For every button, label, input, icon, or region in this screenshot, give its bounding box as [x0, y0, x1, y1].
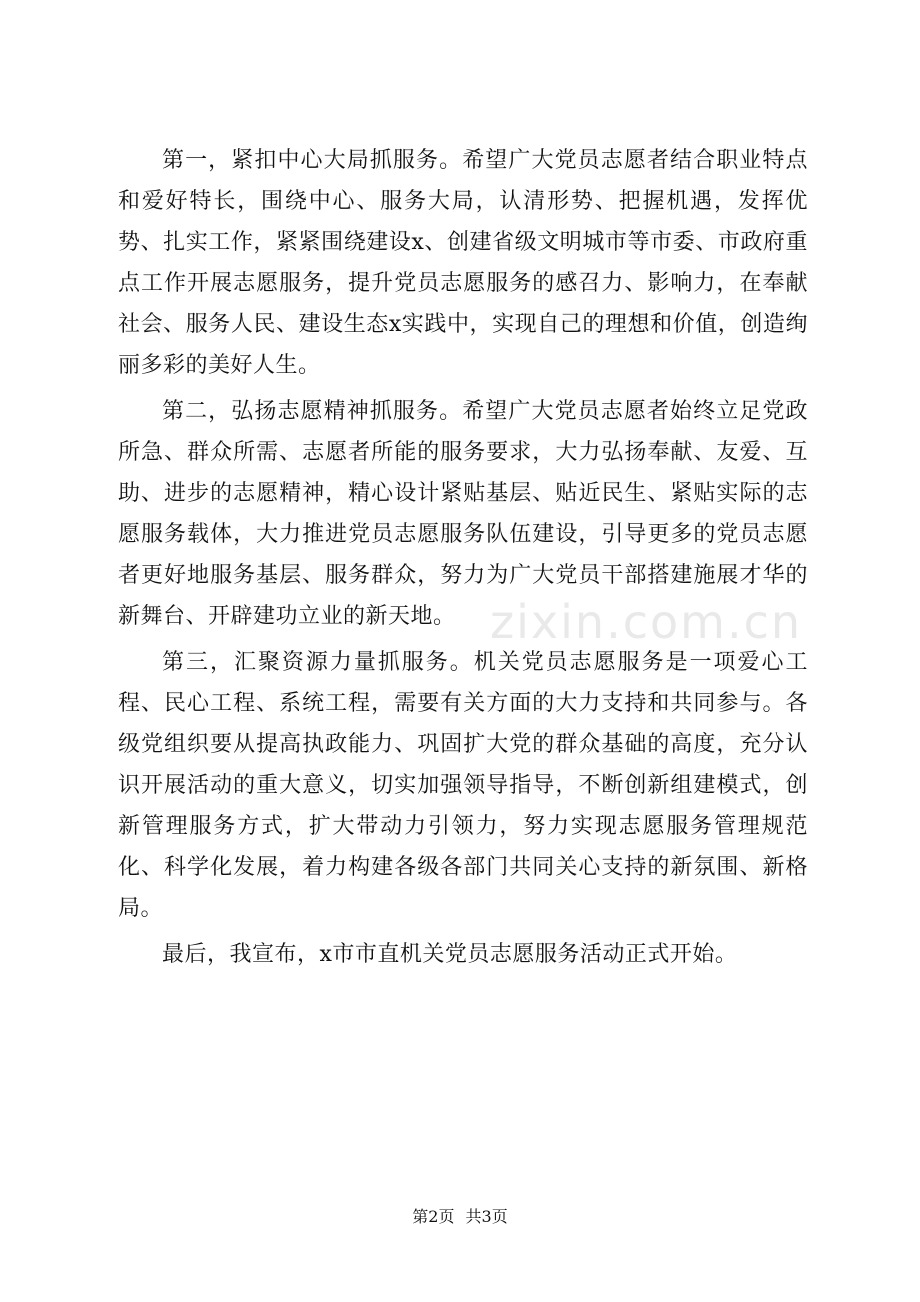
paragraph-second: 第二，弘扬志愿精神抓服务。希望广大党员志愿者始终立足党政所急、群众所需、志愿者所能的服务要求，大力弘扬奉献、友爱、互助、进步的志愿精神，精心设计紧贴基层、贴近民生、紧贴实际的志愿服务载体，大力推进党员志愿服务队伍建设，引导更多的党员志愿者更好地服务基层、服务群众，努力为广大党员干部搭建施展才华的新舞台、开辟建功立业的新天地。: [118, 399, 808, 629]
page-number-current: 第2页: [412, 1207, 455, 1226]
paragraph-first: 第一，紧扣中心大局抓服务。希望广大党员志愿者结合职业特点和爱好特长，围绕中心、服务大局，认清形势、把握机遇，发挥优势、扎实工作，紧紧围绕建设x、创建省级文明城市等市委、市政府重点工作开展志愿服务，提升党员志愿服务的感召力、影响力，在奉献社会、服务人民、建设生态x实践中，实现自己的理想和价值，创造绚丽多彩的美好人生。: [118, 148, 808, 378]
document-body: [118, 140, 808, 980]
page-footer: [0, 1204, 920, 1227]
page-number-total: 共3页: [465, 1207, 508, 1226]
paragraph-closing: 最后，我宣布，x市市直机关党员志愿服务活动正式开始。: [162, 942, 738, 967]
paragraph-third: 第三，汇聚资源力量抓服务。机关党员志愿服务是一项爱心工程、民心工程、系统工程，需要有关方面的大力支持和共同参与。各级党组织要从提高执政能力、巩固扩大党的群众基础的高度，充分认识开展活动的重大意义，切实加强领导指导，不断创新组建模式，创新管理服务方式，扩大带动力引领力，努力实现志愿服务管理规范化、科学化发展，着力构建各级各部门共同关心支持的新氛围、新格局。: [118, 650, 808, 921]
watermark-text: zixin.com.cn: [490, 595, 803, 649]
